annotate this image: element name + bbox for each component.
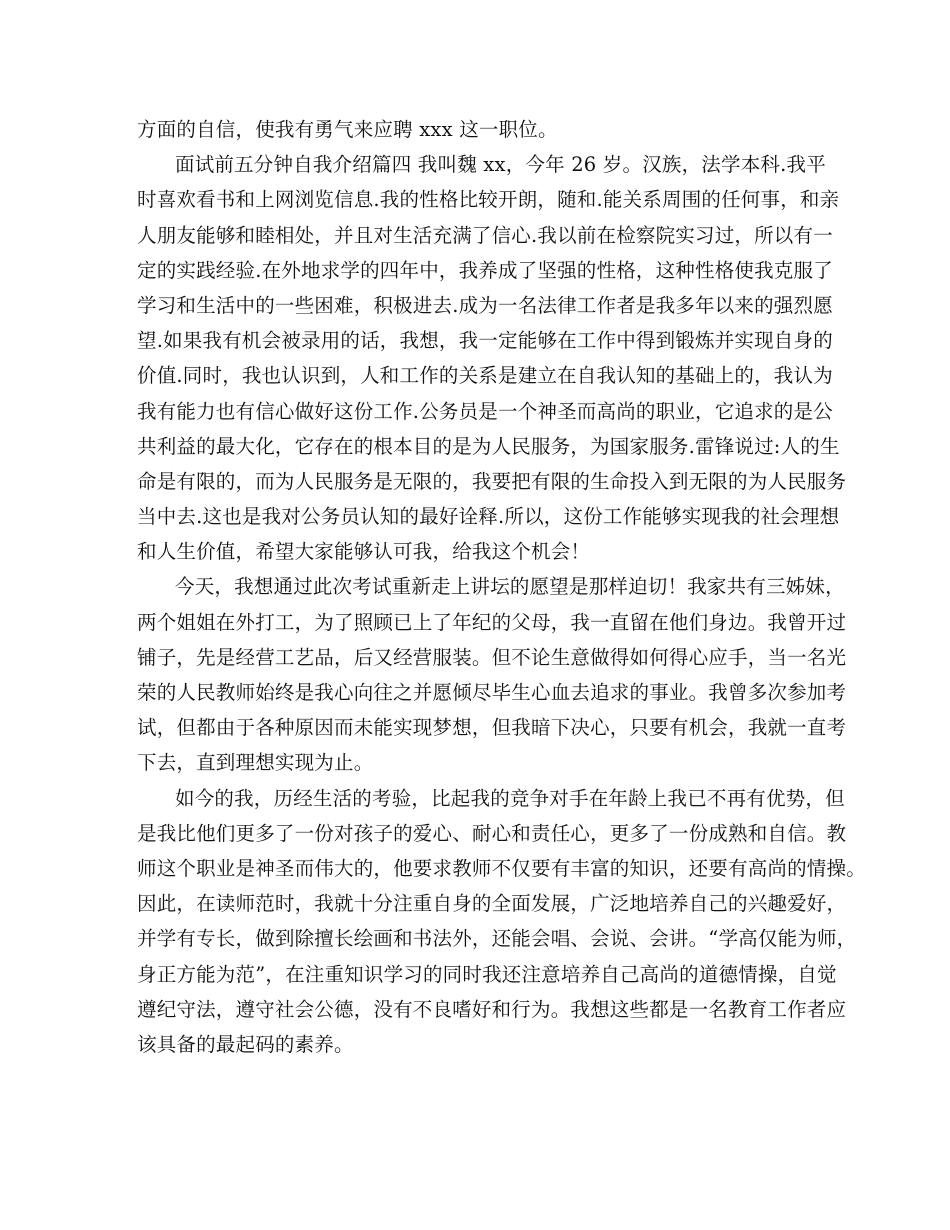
paragraph-3-line-5: 试，但都由于各种原因而未能实现梦想，但我暗下决心，只要有机会，我就一直考 [137,716,847,740]
paragraph-3-line-6: 下去，直到理想实现为止。 [137,751,374,775]
paragraph-2-line-9: 共利益的最大化，它存在的根本目的是为人民服务，为国家服务.雷锋说过:人的生 [137,434,840,458]
paragraph-2-line-11: 当中去.这也是我对公务员认知的最好诠释.所以，这份工作能够实现我的社会理想 [137,505,840,529]
paragraph-4-line-2: 是我比他们更多了一份对孩子的爱心、耐心和责任心，更多了一份成熟和自信。教 [137,821,847,845]
paragraph-4-line-1: 如今的我，历经生活的考验，比起我的竞争对手在年龄上我已不再有优势，但 [175,786,845,810]
paragraph-4-line-7: 遵纪守法，遵守社会公德，没有不良嗜好和行为。我想这些都是一名教育工作者应 [137,997,847,1021]
paragraph-3-line-1: 今天，我想通过此次考试重新走上讲坛的愿望是那样迫切！我家共有三姊妹， [175,575,845,599]
paragraph-4-line-3: 师这个职业是神圣而伟大的，他要求教师不仅要有丰富的知识，还要有高尚的情操。 [137,856,866,880]
paragraph-4-line-4: 因此，在读师范时，我就十分注重自身的全面发展，广泛地培养自己的兴趣爱好， [137,892,847,916]
paragraph-3-line-4: 荣的人民教师始终是我心向往之并愿倾尽毕生心血去追求的事业。我曾多次参加考 [137,681,847,704]
document-body [137,112,866,1062]
paragraph-4-line-6: 身正方能为范”，在注重知识学习的同时我还注意培养自己高尚的道德情操，自觉 [137,962,837,986]
paragraph-4-line-8: 该具备的最起码的素养。 [137,1032,354,1056]
paragraph-3-line-3: 铺子，先是经营工艺品，后又经营服装。但不论生意做得如何得心应手，当一名光 [137,645,847,669]
paragraph-2-line-8: 我有能力也有信心做好这份工作.公务员是一个神圣而高尚的职业，它追求的是公 [137,399,833,423]
paragraph-3-line-2: 两个姐姐在外打工，为了照顾已上了年纪的父母，我一直留在他们身边。我曾开过 [137,610,847,634]
paragraph-2-line-3: 人朋友能够和睦相处，并且对生活充满了信心.我以前在检察院实习过，所以有一 [137,223,833,247]
paragraph-2-line-12: 和人生价值，希望大家能够认可我，给我这个机会！ [137,540,591,564]
paragraph-4-line-5: 并学有专长，做到除擅长绘画和书法外，还能会唱、会说、会讲。“学高仅能为师， [137,927,857,951]
paragraph-2-line-7: 价值.同时，我也认识到，人和工作的关系是建立在自我认知的基础上的，我认为 [137,364,833,388]
paragraph-2-line-10: 命是有限的，而为人民服务是无限的，我要把有限的生命投入到无限的为人民服务 [137,469,847,493]
paragraph-2-line-5: 学习和生活中的一些困难，积极进去.成为一名法律工作者是我多年以来的强烈愿 [137,293,833,317]
paragraph-1-line-1: 方面的自信，使我有勇气来应聘 xxx 这一职位。 [137,118,558,141]
paragraph-2-line-2: 时喜欢看书和上网浏览信息.我的性格比较开朗，随和.能关系周围的任何事，和亲 [137,188,840,212]
paragraph-2-line-1: 面试前五分钟自我介绍篇四 我叫魏 xx，今年 26 岁。汉族，法学本科.我平 [175,153,826,177]
paragraph-2-line-4: 定的实践经验.在外地求学的四年中，我养成了坚强的性格，这种性格使我克服了 [137,258,833,282]
paragraph-2-line-6: 望.如果我有机会被录用的话，我想，我一定能够在工作中得到锻炼并实现自身的 [137,329,833,353]
